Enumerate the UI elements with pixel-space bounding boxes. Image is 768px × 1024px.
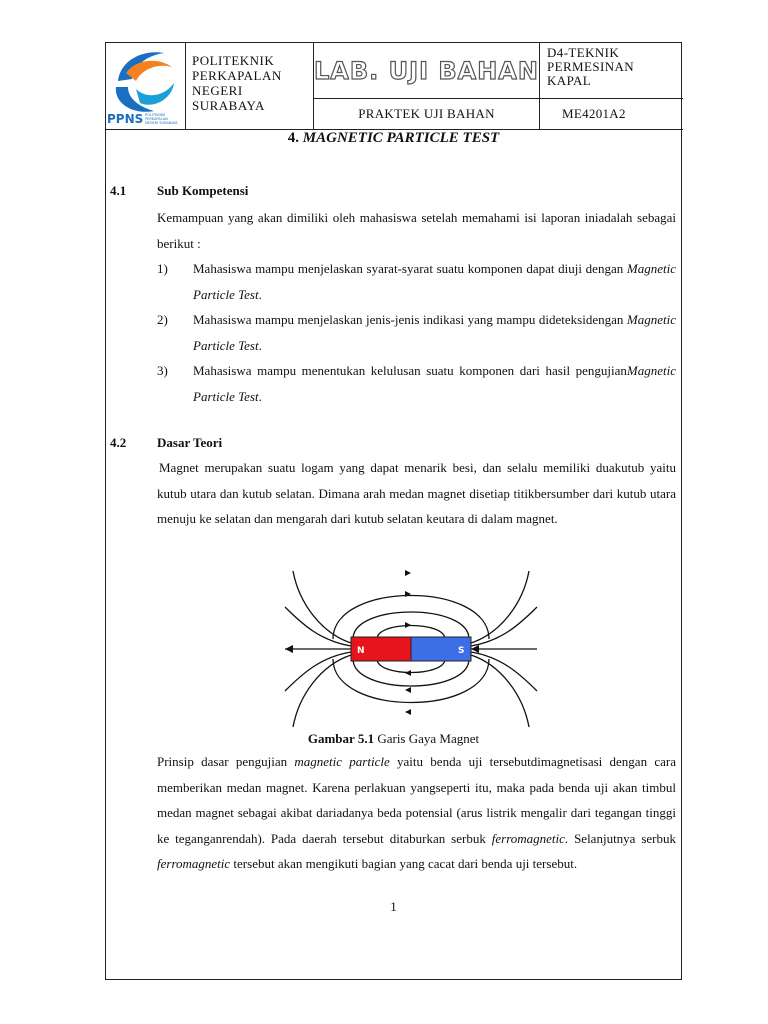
institution-name: POLITEKNIK PERKAPALAN NEGERI SURABAYA <box>186 43 314 130</box>
lab-title: LAB. UJI BAHAN <box>314 56 539 85</box>
svg-text:NEGERI SURABAYA: NEGERI SURABAYA <box>145 121 178 125</box>
paragraph: Prinsip dasar pengujian magnetic particle yaitu benda uji tersebutdimagnetisasi dengan cara memberikan medan magnet. Karena perlakuan yangseperti itu, maka pada benda uji akan timbul medan magnet sebagai akibat dariadanya beda potensial (arus listrik mengalir dari tegangan tinggi ke teganganrendah). Pada daerah tersebut ditaburkan serbuk ferromagnetic. Selanjutnya serbuk ferromagnetic tersebut akan mengikuti bagian yang cacat dari benda uji tersebut. <box>157 754 677 871</box>
paragraph: Kemampuan yang akan dimiliki oleh mahasiswa setelah memahami isi laporan iniadalah sebagai berikut : <box>157 210 676 251</box>
figure-caption: Gambar 5.1 Garis Gaya Magnet <box>307 731 480 746</box>
program-name: D4-TEKNIK PERMESINAN KAPAL <box>540 43 683 99</box>
course-name: PRAKTEK UJI BAHAN <box>314 99 540 130</box>
section-number: 4.1 <box>110 183 127 198</box>
document-page: PPNS POLITEKNIK PERKAPALAN NEGERI SURABAYA POLITEKNIK PERKAPALAN NEGERI SURABAYA LAB. UJI BAHAN D4-TEKNIK PERMESINAN KAPAL PRAKTEK UJI BAHAN ME4201A2 4. MAGNETIC PARTICLE TEST 4.1 Sub Kompetensi Kemampuan yang akan dimiliki oleh mahasiswa setelah memahami isi laporan iniadalah sebagai berikut : 1) Mahasiswa mampu menjelaskan syarat-syarat suatu komponen dapat diuji dengan Magnetic Particle Test. 2) Mahasiswa mampu menjelaskan jenis-jenis indikasi yang mampu dideteksidengan Magnetic Particle Test. 3) Mahasiswa mampu menentukan kelulusan suatu komponen dari hasil pengujianMagnetic Particle Test. 4.2 Dasar Teori Magnet merupakan suatu logam yang dapat menarik besi, dan selalu memiliki duakutub yaitu kutub utara dan kutub selatan. Dimana arah medan magnet disetiap titikbersumber dari kutub utara menuju ke selatan dan mengarah dari kutub selatan keutara di dalam magnet. N S Gambar 5.1 Garis Gaya Magnet Prinsip dasar pengujian magnetic particle yaitu benda uji tersebutdimagnetisasi dengan cara memberikan medan magnet. Karena perlakuan yangseperti itu, maka pada benda uji akan timbul medan magnet sebagai akibat dariadanya beda potensial (arus listrik mengalir dari tegangan tinggi ke teganganrendah). Pada daerah tersebut ditaburkan serbuk ferromagnetic. Selanjutnya serbuk ferromagnetic tersebut akan mengikuti bagian yang cacat dari benda uji tersebut. 1 <box>105 42 682 980</box>
magnet-field-figure <box>281 563 541 738</box>
header-table <box>106 43 681 130</box>
svg-text:POLITEKNIK: POLITEKNIK <box>145 113 166 117</box>
svg-text:PERKAPALAN: PERKAPALAN <box>145 117 168 121</box>
chapter-title: 4. MAGNETIC PARTICLE TEST <box>287 130 500 146</box>
lab-title-cell <box>314 43 540 99</box>
ppns-logo <box>106 43 186 130</box>
paragraph: Magnet merupakan suatu logam yang dapat menarik besi, dan selalu memiliki duakutub yaitu kutub utara dan kutub selatan. Dimana arah medan magnet disetiap titikbersumber dari kutub utara menuju ke selatan dan mengarah dari kutub selatan keutara di dalam magnet. <box>157 460 676 526</box>
course-code: ME4201A2 <box>540 99 683 130</box>
section-title: Sub Kompetensi <box>157 183 249 198</box>
page-number: 1 <box>390 899 397 914</box>
north-label: N <box>357 646 365 656</box>
logo-cell <box>106 43 186 130</box>
south-label: S <box>458 646 465 656</box>
section-number: 4.2 <box>110 435 127 450</box>
section-title: Dasar Teori <box>157 435 223 450</box>
logo-text: PPNS <box>107 112 144 126</box>
